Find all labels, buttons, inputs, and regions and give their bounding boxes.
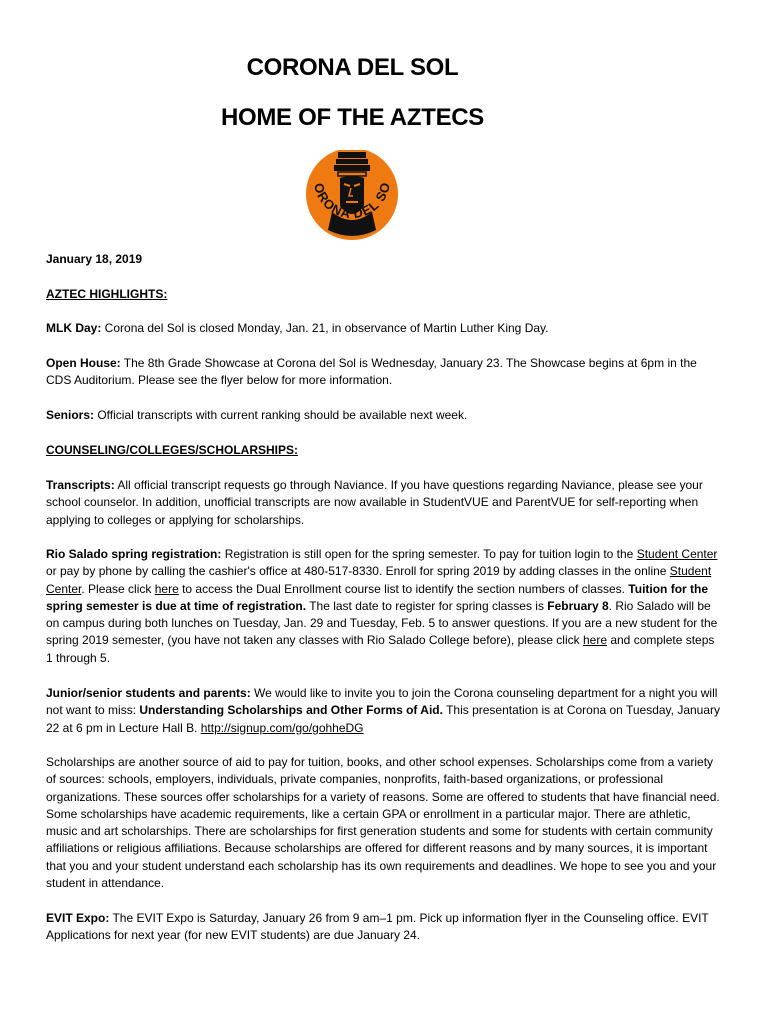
aztec-logo-icon <box>302 150 402 242</box>
junior-text: We would like to invite you to join the Corona counseling department for a night you will not want to miss: <box>46 686 718 718</box>
transcripts-text: All official transcript requests go through Naviance. If you have questions regarding Naviance, please see your school counselor. In addition, unofficial transcripts are now available in StudentVUE and ParentVUE for self-reporting when applying to colleges or applying for scholarships. <box>46 478 703 527</box>
rio-text: to access the Dual Enrollment course list to identify the section numbers of classes. <box>178 581 629 596</box>
scholarships-text: Scholarships are another source of aid to pay for tuition, books, and other school expenses. Scholarships come from a variety of sources: schools, employers, individuals, private companies, nonprofits, faith-based organizations, or professional organizations. These sources offer scholarships for a variety of reasons. Some are offered to students that have financial need. Some scholarships have academic requirements, like a certain GPA or enrollment in a particular major. There are athletic, music and art scholarships. There are scholarships for first generation students and some for students with certain community affiliations or religious affiliations. Because scholarships are offered for different reasons and by many sources, it is important that you and your student understand each scholarship has its own requirements and deadlines. We hope to see you and your student in attendance. <box>46 755 720 891</box>
student-center-link[interactable]: Student Center <box>636 547 718 561</box>
newsletter-date <box>46 251 722 268</box>
rio-text: . Rio Salado will be on campus during both lunches on Tuesday, Jan. 29 and Tuesday, Feb. 5 to answer questions. If you are a new student for the spring 2019 semester, (you have not taken any classes with Rio Salado College before), please click <box>46 598 718 648</box>
evit-paragraph <box>46 910 722 945</box>
junior-label: Junior/senior students and parents: <box>46 686 251 700</box>
register-deadline: February 8 <box>547 598 609 613</box>
open-house-text: The 8th Grade Showcase at Corona del Sol is Wednesday, January 23. The Showcase begins at 6pm in the CDS Auditorium. Please see the flyer below for more information. <box>46 356 697 388</box>
school-subtitle: HOME OF THE AZTECS <box>220 104 485 131</box>
scholarships-paragraph <box>46 754 722 892</box>
highlights-heading <box>46 286 722 303</box>
rio-text: Registration is still open for the spring semester. To pay for tuition login to the <box>221 547 637 561</box>
transcripts-paragraph <box>46 477 722 529</box>
evit-text: The EVIT Expo is Saturday, January 26 from 9 am–1 pm. Pick up information flyer in the Counseling office. EVIT Applications for next year (for new EVIT students) are due January 24. <box>46 911 709 943</box>
rio-text: The last date to register for spring classes is <box>306 598 548 613</box>
new-student-link[interactable]: here <box>582 633 607 648</box>
aztec-head-logo <box>302 150 402 242</box>
open-house-label: Open House: <box>46 356 121 370</box>
logo-text: ORONA DEL SO <box>310 180 394 222</box>
event-title: Understanding Scholarships and Other Forms of Aid. <box>139 703 443 718</box>
mlk-label: MLK Day: <box>46 321 102 335</box>
school-title: CORONA DEL SOL <box>246 54 459 81</box>
seniors-label: Seniors: <box>46 408 95 422</box>
rio-text: or pay by phone by calling the cashier's office at 480-517-8330. Enroll for spring 2019 by adding classes in the online <box>46 564 670 579</box>
highlights-heading-text: AZTEC HIGHLIGHTS: <box>46 287 168 301</box>
transcripts-label: Transcripts: <box>46 478 115 492</box>
tuition-notice: Tuition for the spring semester is due at time of registration. <box>46 581 709 613</box>
junior-text: This presentation is at Corona on Tuesday, January 22 at 6 pm in Lecture Hall B. <box>46 703 721 735</box>
evit-label: EVIT Expo: <box>46 911 110 925</box>
signup-link[interactable]: http://signup.com/go/gohheDG <box>200 720 364 735</box>
seniors-paragraph <box>46 407 722 424</box>
counseling-heading-text: COUNSELING/COLLEGES/SCHOLARSHIPS: <box>46 443 299 457</box>
dual-enrollment-link[interactable]: here <box>154 581 179 596</box>
student-center-link-2[interactable]: Student Center <box>46 564 712 596</box>
rio-text: and complete steps 1 through 5. <box>46 633 715 665</box>
rio-text: . Please click <box>81 581 155 596</box>
mlk-text: Corona del Sol is closed Monday, Jan. 21, in observance of Martin Luther King Day. <box>101 321 549 335</box>
rio-label: Rio Salado spring registration: <box>46 547 222 561</box>
counseling-heading <box>46 442 722 459</box>
date: January 18, 2019 <box>46 252 143 266</box>
rio-salado-paragraph <box>46 546 722 667</box>
open-house-paragraph <box>46 355 722 390</box>
seniors-text: Official transcripts with current ranking should be available next week. <box>94 408 468 422</box>
mlk-paragraph <box>46 320 722 337</box>
junior-senior-paragraph <box>46 685 722 737</box>
